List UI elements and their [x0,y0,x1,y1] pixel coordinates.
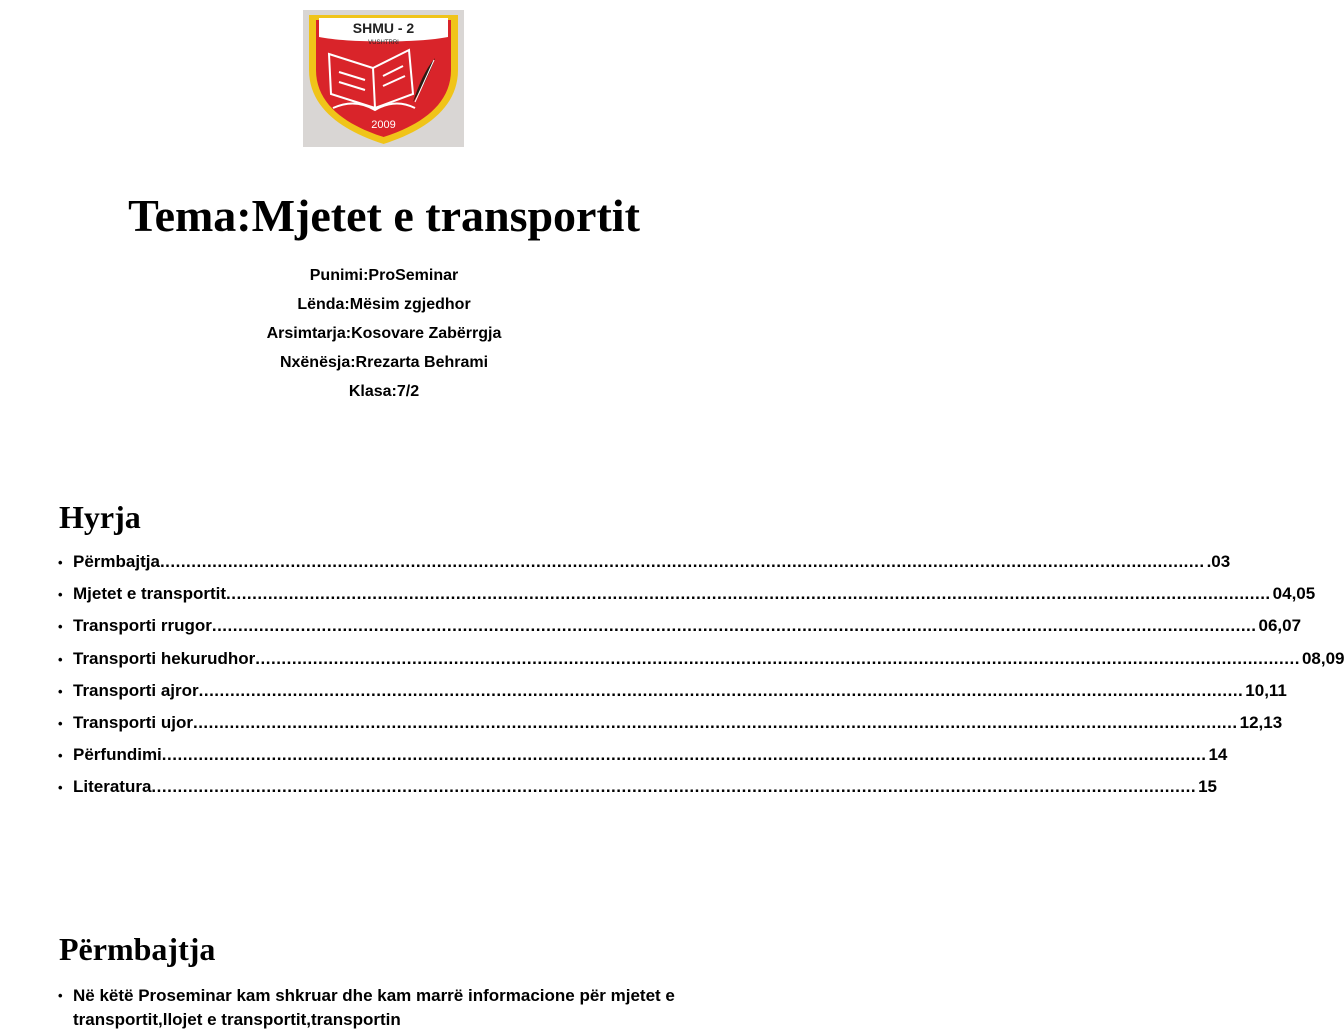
meta-info [0,261,768,406]
toc-leader: ........................................................................................................................................................................................................ [198,680,1244,700]
toc-leader: ........................................................................................................................................................................................................ [159,552,1205,571]
toc-leader: ........................................................................................................................................................................................................ [211,616,1257,636]
toc-label: Literatura [73,777,152,797]
toc-item [58,643,1344,675]
toc-page: 10,11 [1245,680,1287,700]
toc-item [58,739,1228,771]
toc-leader: ........................................................................................................................................................................................................ [255,648,1300,668]
toc-page: 08,09 [1301,648,1344,668]
toc-page: 12,13 [1239,712,1283,732]
bullet-icon: • [58,683,63,699]
meta-klasa: Klasa:7/2 [348,383,420,400]
toc-label: Përfundimi [73,745,162,765]
toc-item [58,578,1316,610]
meta-arsimtarja: Arsimtarja:Kosovare Zabërrgja [266,325,502,342]
meta-lenda: Lënda:Mësim zgjedhor [297,296,471,313]
toc-item [58,546,1231,578]
bullet-icon: • [58,587,63,603]
toc-item [58,707,1283,739]
bullet-icon: • [58,651,63,667]
toc-label: Transporti ajror [73,680,199,700]
toc-label: Transporti rrugor [73,616,212,636]
bullet-icon: • [58,619,63,635]
logo-city: VUSHTRRI [368,40,399,46]
toc-page: 14 [1208,745,1228,765]
toc-label: Përmbajtja [73,552,160,571]
toc-leader: ........................................................................................................................................................................................................ [161,745,1207,765]
content-text: Në këtë Proseminar kam shkruar dhe kam marrë informacione për mjetet e transportit,llojet e transportit,transportin [73,986,675,1029]
toc-page: 04,05 [1272,584,1316,604]
toc-page: 06,07 [1258,616,1302,636]
toc-heading: Hyrja [59,499,141,535]
content-paragraph [58,984,738,1032]
toc-leader: ........................................................................................................................................................................................................ [192,712,1238,732]
toc-label: Transporti ujor [73,712,193,732]
table-of-contents [58,546,1344,804]
toc-item [58,771,1217,803]
bullet-icon: • [58,715,63,731]
toc-page: 15 [1198,777,1217,797]
toc-label: Transporti hekurudhor [73,648,256,668]
toc-leader: ........................................................................................................................................................................................................ [151,777,1197,797]
toc-label: Mjetet e transportit [73,584,227,604]
bullet-icon: • [58,988,63,1003]
logo-year: 2009 [371,119,396,131]
toc-leader: ........................................................................................................................................................................................................ [226,584,1271,604]
bullet-icon: • [58,780,63,796]
bullet-icon: • [58,555,63,570]
toc-item [58,610,1302,642]
bullet-icon: • [58,748,63,764]
toc-item [58,675,1287,707]
content-heading: Përmbajtja [59,931,216,967]
meta-punimi: Punimi:ProSeminar [309,267,459,284]
logo-school-name: SHMU - 2 [352,20,415,36]
page-title: Tema:Mjetet e transportit [128,190,640,241]
toc-page: .03 [1206,552,1231,571]
school-logo [303,10,464,147]
meta-nxenesja: Nxënësja:Rrezarta Behrami [279,354,489,371]
